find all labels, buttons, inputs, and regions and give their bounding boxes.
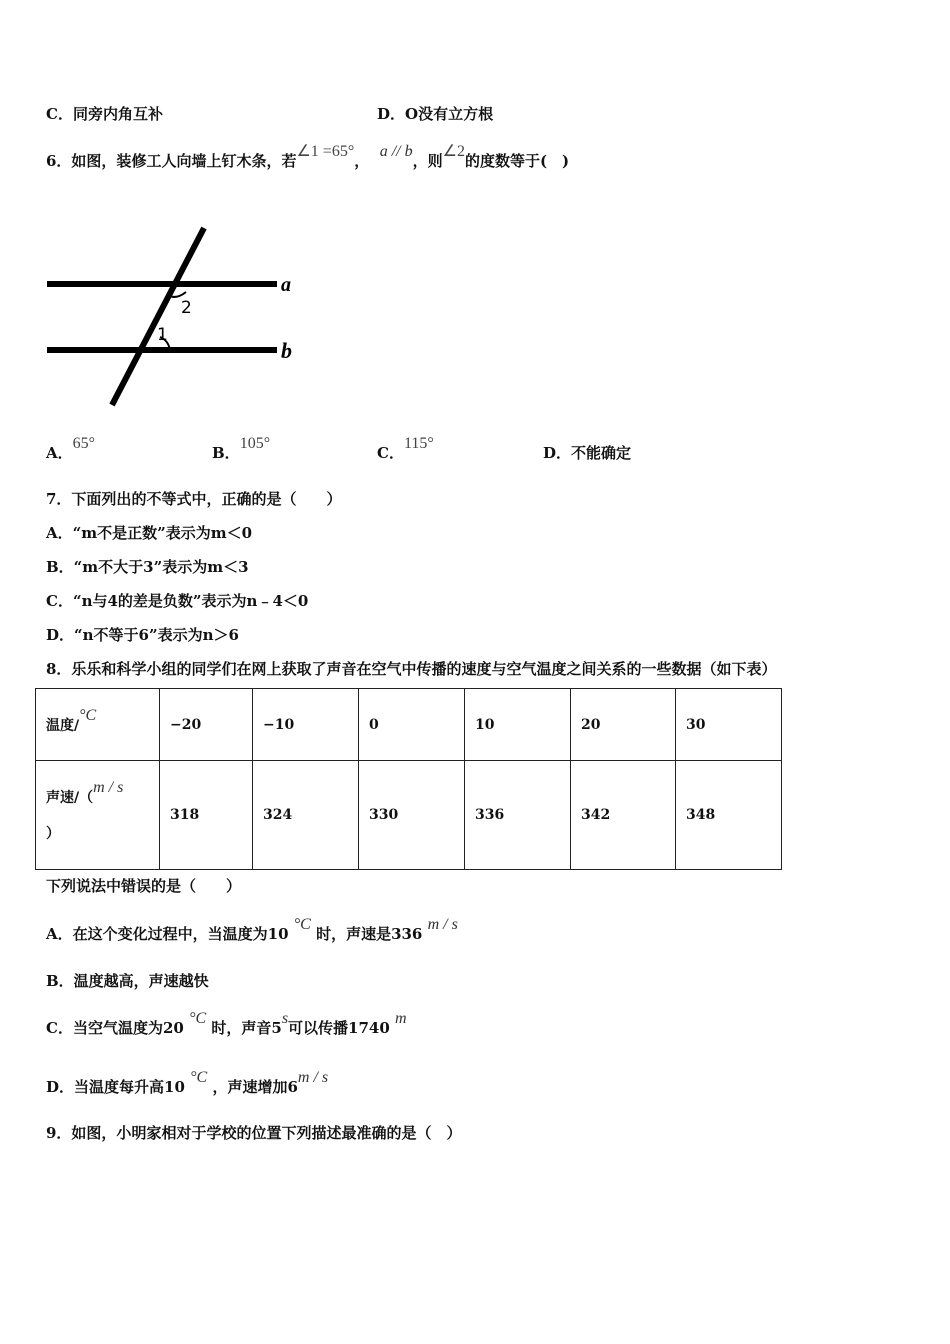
- q7-option-a: A．“m不是正数”表示为m＜0: [46, 524, 253, 542]
- q6-text: 6．如图，装修工人向墙上钉木条，若: [46, 152, 297, 170]
- math-angle1: ∠1 =65°: [296, 143, 355, 160]
- row-header: 温度/°C: [36, 689, 160, 761]
- q8-option-c: C．当空气温度为20 °C 时，声音5s可以传播1740 m: [46, 1010, 407, 1037]
- q7-option-c: C．“n与4的差是负数”表示为n﹣4＜0: [46, 592, 309, 610]
- table-cell: 20: [571, 689, 676, 761]
- table-cell: −10: [253, 689, 359, 761]
- label-a: a: [281, 274, 291, 296]
- math-angle2: ∠2: [442, 143, 465, 160]
- table-cell: −20: [160, 689, 253, 761]
- label-2: 2: [181, 298, 192, 318]
- table-cell: 348: [676, 761, 782, 870]
- q8-stem: 8．乐乐和科学小组的同学们在网上获取了声音在空气中传播的速度与空气温度之间关系的一些数据（如下表）: [46, 660, 777, 678]
- q8-option-b: B．温度越高，声速越快: [46, 972, 209, 990]
- label-b: b: [281, 338, 292, 363]
- q6-option-a: A．65°: [46, 435, 96, 462]
- table-cell: 342: [571, 761, 676, 870]
- q6-text: ，则: [412, 152, 443, 170]
- table-cell: 330: [359, 761, 465, 870]
- q7-option-b: B．“m不大于3”表示为m＜3: [46, 558, 249, 576]
- q6-text: 的度数等于( ): [464, 152, 570, 170]
- table-cell: 318: [160, 761, 253, 870]
- table-cell: 30: [676, 689, 782, 761]
- table-cell: 336: [465, 761, 571, 870]
- q5-option-d: D．O没有立方根: [377, 105, 494, 123]
- table-cell: 10: [465, 689, 571, 761]
- table-row-temperature: [36, 689, 782, 761]
- parallel-lines-figure: [0, 0, 320, 420]
- q8-question: 下列说法中错误的是（ ）: [46, 877, 242, 895]
- q7-option-d: D．“n不等于6”表示为n＞6: [46, 626, 239, 644]
- q8-option-d: D．当温度每升高10 °C ，声速增加6m / s: [46, 1069, 329, 1096]
- q8-option-a: A．在这个变化过程中，当温度为10 °C 时，声速是336 m / s: [46, 916, 458, 943]
- table-cell: 324: [253, 761, 359, 870]
- label-1: 1: [157, 325, 168, 345]
- math-parallel: a // b: [379, 143, 413, 160]
- q6-sep: ，: [354, 152, 370, 170]
- q7-stem: 7．下面列出的不等式中，正确的是（ ）: [46, 490, 342, 508]
- q6-option-c: C．115°: [377, 435, 434, 462]
- q5-option-c: C．同旁内角互补: [46, 105, 163, 123]
- table-cell: 0: [359, 689, 465, 761]
- q6-option-b: B．105°: [212, 435, 271, 462]
- q9-stem: 9．如图，小明家相对于学校的位置下列描述最准确的是（ ）: [46, 1124, 462, 1142]
- row-header: 声速/（m / s ）: [36, 761, 160, 870]
- sound-speed-table: [35, 688, 782, 870]
- q6-option-d: D．不能确定: [543, 444, 632, 462]
- table-row-speed: [36, 761, 782, 870]
